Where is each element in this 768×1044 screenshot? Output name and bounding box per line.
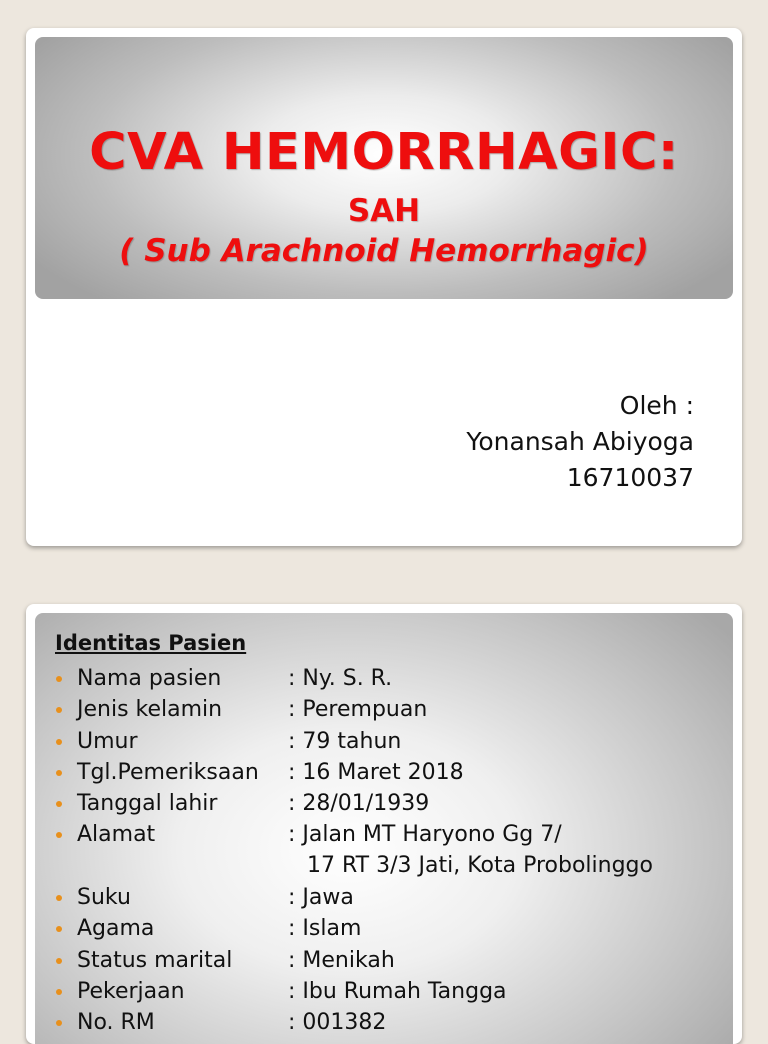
slide-subtitle-expansion: ( Sub Arachnoid Hemorrhagic) xyxy=(119,233,649,269)
field-value: : 16 Maret 2018 xyxy=(288,759,464,785)
slide-title: CVA HEMORRHAGIC: xyxy=(89,123,679,182)
field-value-continued: 17 RT 3/3 Jati, Kota Probolinggo xyxy=(307,853,653,879)
field-label: Tanggal lahir xyxy=(77,791,218,817)
field-value: : Jalan MT Haryono Gg 7/ xyxy=(288,822,562,848)
title-slide xyxy=(26,28,742,546)
field-label: Jenis kelamin xyxy=(77,697,223,723)
section-heading: Identitas Pasien xyxy=(55,631,247,655)
field-label: Suku xyxy=(77,885,131,911)
bullet-icon xyxy=(56,1020,62,1026)
field-value: : Islam xyxy=(288,916,362,942)
bullet-icon xyxy=(56,926,62,932)
field-label: Agama xyxy=(77,916,155,942)
title-panel xyxy=(35,37,733,299)
field-label: Pekerjaan xyxy=(77,978,185,1004)
bullet-icon xyxy=(56,707,62,713)
bullet-icon xyxy=(56,895,62,901)
field-value: : 001382 xyxy=(288,1010,387,1036)
author-id: 16710037 xyxy=(566,463,694,492)
field-label: Nama pasien xyxy=(77,666,222,691)
field-value: : Menikah xyxy=(288,947,395,973)
field-label: No. RM xyxy=(77,1010,155,1036)
field-label: Tgl.Pemeriksaan xyxy=(77,759,259,785)
field-value: : Jawa xyxy=(288,885,354,911)
bullet-icon xyxy=(56,989,62,995)
content-panel xyxy=(35,613,733,1044)
bullet-icon xyxy=(56,832,62,838)
field-value: : 28/01/1939 xyxy=(288,791,430,817)
field-label: Alamat xyxy=(77,822,156,848)
bullet-icon xyxy=(56,676,62,682)
author-by-label: Oleh : xyxy=(619,391,694,420)
field-value: : Ny. S. R. xyxy=(288,666,393,691)
author-block xyxy=(466,388,694,496)
field-value: : Ibu Rumah Tangga xyxy=(288,978,507,1004)
bullet-icon xyxy=(56,801,62,807)
bullet-icon xyxy=(56,739,62,745)
slide-subtitle: SAH xyxy=(347,193,421,229)
field-value: : Perempuan xyxy=(288,697,428,723)
field-value: : 79 tahun xyxy=(288,728,402,754)
field-label: Status marital xyxy=(77,947,233,973)
field-label: Umur xyxy=(77,728,138,754)
bullet-icon xyxy=(56,958,62,964)
bullet-icon xyxy=(56,770,62,776)
author-name: Yonansah Abiyoga xyxy=(466,427,694,456)
patient-identity-slide xyxy=(26,604,742,1044)
